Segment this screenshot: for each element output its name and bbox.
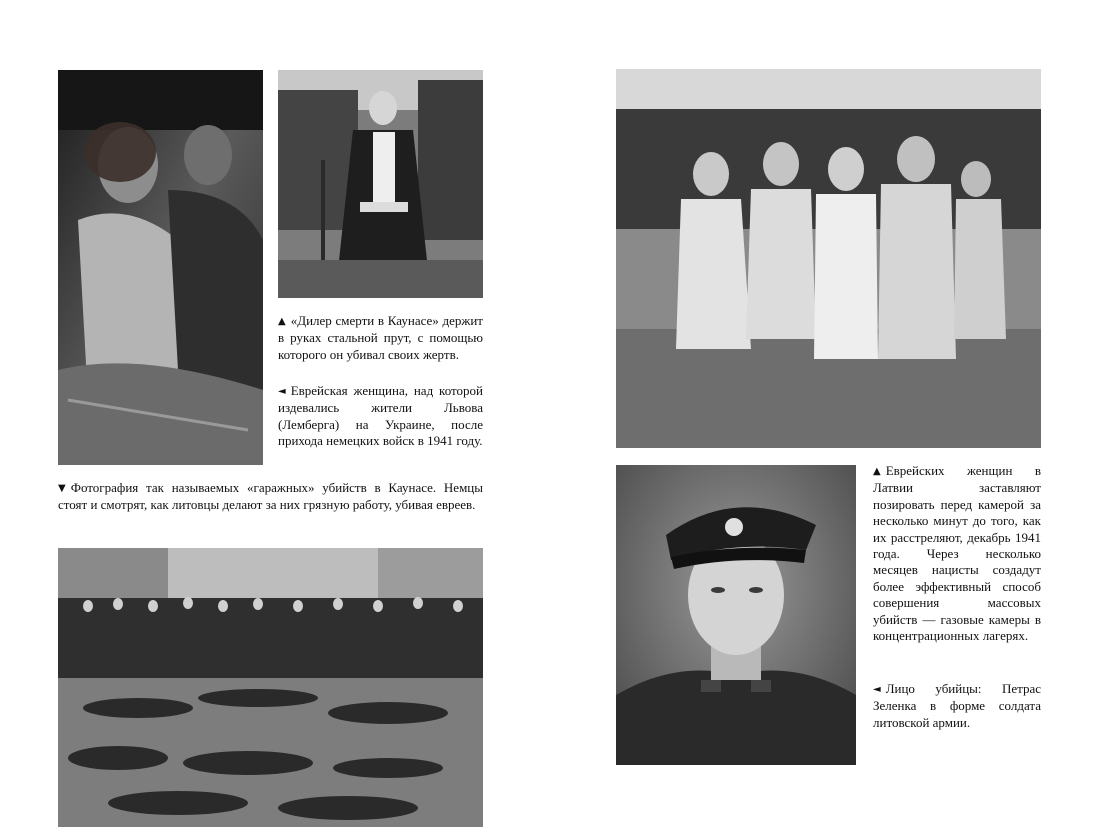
triangle-left-icon: ◄ bbox=[278, 386, 286, 397]
photo-jewish-woman-lviv bbox=[58, 70, 263, 465]
photo-death-dealer-kaunas-image bbox=[278, 70, 483, 298]
caption-death-dealer-paragraph bbox=[278, 313, 483, 363]
caption-latvian-women-paragraph bbox=[873, 463, 1041, 644]
caption-garage-massacre-text: Фотография так называемых «гаражных» убийств в Каунасе. Немцы стоят и смотрят, как литовцы делают за них грязную работу, убивая евреев. bbox=[58, 480, 483, 513]
caption-jewish-woman-text: Еврейская женщина, над которой издевались жители Львова (Лемберга) на Украине, после прихода немецких войск в 1941 году. bbox=[278, 383, 483, 449]
triangle-up-icon: ▲ bbox=[873, 466, 881, 477]
caption-latvian-women-text: Еврейских женщин в Латвии заставляют позировать перед камерой за несколько минут до того, как их расстреляют, декабрь 1941 года. Через несколько месяцев нацисты создадут более эффективный способ совершения массовых убийств — газовые камеры в концентрационных лагерях. bbox=[873, 463, 1041, 644]
photo-petras-zelenka-portrait-image bbox=[616, 465, 856, 765]
photo-jewish-women-latvia bbox=[616, 69, 1041, 448]
caption-garage-massacre bbox=[58, 480, 483, 523]
photo-garage-massacre-kaunas bbox=[58, 548, 483, 827]
caption-killer-portrait-text: Лицо убийцы: Петрас Зеленка в форме солдата литовской армии. bbox=[873, 681, 1041, 730]
triangle-left-icon: ◄ bbox=[873, 684, 881, 695]
caption-latvian-women bbox=[873, 463, 1041, 653]
caption-killer-portrait-paragraph bbox=[873, 681, 1041, 731]
photo-jewish-woman-lviv-image bbox=[58, 70, 263, 465]
photo-jewish-women-latvia-image bbox=[616, 69, 1041, 448]
caption-killer-portrait bbox=[873, 681, 1041, 740]
photo-garage-massacre-kaunas-image bbox=[58, 548, 483, 827]
caption-death-dealer-text: «Дилер смерти в Каунасе» держит в руках стальной прут, с помощью которого он убивал своих жертв. bbox=[278, 313, 483, 362]
photo-petras-zelenka-portrait bbox=[616, 465, 856, 765]
caption-garage-massacre-paragraph bbox=[58, 480, 483, 514]
caption-jewish-woman-paragraph bbox=[278, 383, 483, 450]
triangle-up-icon: ▲ bbox=[278, 316, 286, 327]
caption-jewish-woman bbox=[278, 383, 483, 459]
photo-death-dealer-kaunas bbox=[278, 70, 483, 298]
triangle-down-icon: ▼ bbox=[58, 483, 66, 494]
caption-death-dealer bbox=[278, 313, 483, 372]
